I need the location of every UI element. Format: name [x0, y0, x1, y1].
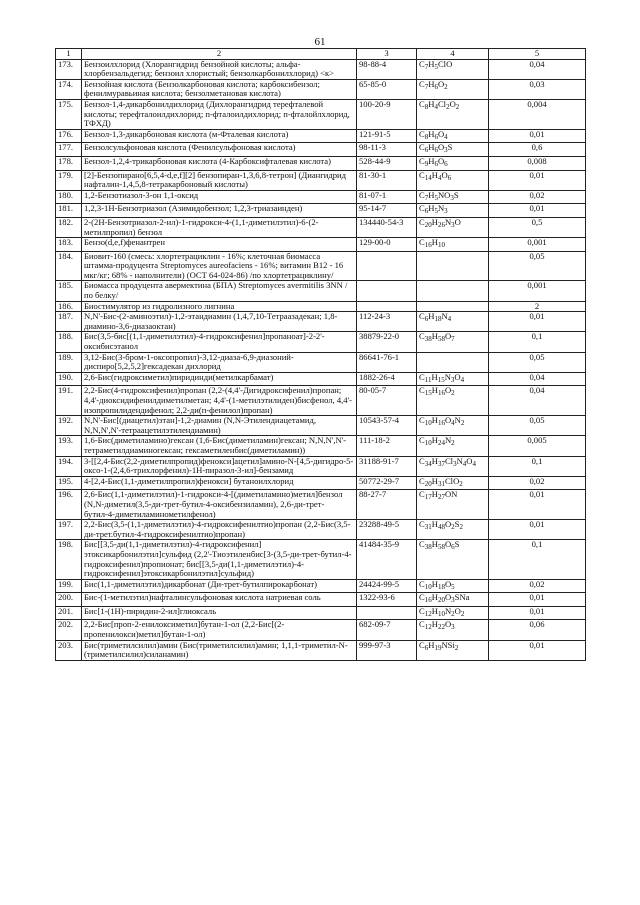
- limit-value: 0,02: [489, 579, 586, 593]
- limit-value: 0,01: [489, 129, 586, 143]
- chemical-formula: [417, 281, 489, 301]
- limit-value: 0,005: [489, 436, 586, 456]
- table-row: [56, 217, 586, 237]
- table-row: [56, 620, 586, 640]
- chemical-formula: [417, 251, 489, 281]
- chemical-formula: $C_{31}H_{48}O_2S_2$: [417, 520, 489, 540]
- limit-value: 0,6: [489, 143, 586, 157]
- cas-number: 31188-91-7: [357, 456, 417, 476]
- chemical-formula: $C_6H_5N_3$: [417, 204, 489, 218]
- table-row: [56, 456, 586, 476]
- row-number: 200.: [56, 593, 82, 607]
- substance-name: Биомасса продуцента авермектина (БПА) Streptomyces avermitilis 3NN /по белку/: [82, 281, 357, 301]
- chemical-formula: [417, 301, 489, 312]
- limit-value: 0,01: [489, 170, 586, 190]
- cas-number: [357, 301, 417, 312]
- chemical-formula: $C_7H_6O_2$: [417, 79, 489, 99]
- chemical-formula: $C_6H_{18}N_4$: [417, 312, 489, 332]
- table-header-row: [56, 49, 586, 60]
- cas-number: 1882-26-4: [357, 372, 417, 386]
- chemical-formula: $C_6H_{19}NSi_2$: [417, 640, 489, 660]
- chemical-formula: $C_{34}H_{37}Cl_3N_4O_4$: [417, 456, 489, 476]
- cas-number: 23288-49-5: [357, 520, 417, 540]
- row-number: 199.: [56, 579, 82, 593]
- chemical-formula: $C_{17}H_{27}ON$: [417, 490, 489, 520]
- row-number: 202.: [56, 620, 82, 640]
- header-col-1: 1: [56, 49, 82, 60]
- substance-name: 2,2-Бис[проп-2-енилоксиметил]бутан-1-ол (2,2-Бис[(2-пропенилокси)метил]бутан-1-ол): [82, 620, 357, 640]
- limit-value: 0,001: [489, 238, 586, 252]
- table-row: [56, 520, 586, 540]
- chemical-formula: $C_{12}H_{22}O_3$: [417, 620, 489, 640]
- table-row: [56, 251, 586, 281]
- substance-name: [2]-Бензопирано[6,5,4-d,e,f][2] бензопиран-1,3,6,8-тетрон] (Диангидрид нафталин-1,4,5,8-тетракарбоновый кислоты): [82, 170, 357, 190]
- row-number: 176.: [56, 129, 82, 143]
- table-row: [56, 352, 586, 372]
- cas-number: 95-14-7: [357, 204, 417, 218]
- substance-name: 2,2-Бис(3,5-(1,1-диметилэтил)-4-гидроксифенилтио)пропан (2,2-Бис(3,5-ди-трет.бутил-4-гидроксифенилтио)пропан): [82, 520, 357, 540]
- limit-value: 0,04: [489, 59, 586, 79]
- row-number: 201.: [56, 606, 82, 620]
- limit-value: 0,01: [489, 606, 586, 620]
- row-number: 177.: [56, 143, 82, 157]
- row-number: 195.: [56, 476, 82, 490]
- substance-name: 1,2,3-1Н-Бензотриазол (Азимидобензол; 1,2,3-триазаинден): [82, 204, 357, 218]
- row-number: 179.: [56, 170, 82, 190]
- cas-number: 65-85-0: [357, 79, 417, 99]
- limit-value: 0,01: [489, 490, 586, 520]
- limit-value: 0,04: [489, 386, 586, 416]
- row-number: 173.: [56, 59, 82, 79]
- substance-name: 2,2-Бис(4-гидроксифенил)пропан (2,2-(4,4'-Дигидроксифенил)пропан; 4,4'-диоксидифенилдиметилметан; 4,4'-(1-метилэтилиден)бисфенол, 4,4'-изопропилидендифенол; 2,2-ди(п-фенилол)пропан): [82, 386, 357, 416]
- limit-value: 0,01: [489, 204, 586, 218]
- row-number: 193.: [56, 436, 82, 456]
- substance-name: 3-[[2,4-Бис(2,2-диметилпропид)фенокси]ацетил]амино-N-[4,5-дигидро-5-оксо-1-(2,4,6-трихлорфенил)-1Н-пиразол-3-ил]-бензамид: [82, 456, 357, 476]
- chemical-formula: $C_7H_5ClO$: [417, 59, 489, 79]
- cas-number: 50772-29-7: [357, 476, 417, 490]
- row-number: 180.: [56, 190, 82, 204]
- limit-value: 0,03: [489, 79, 586, 99]
- limit-value: 0,5: [489, 217, 586, 237]
- cas-number: 100-20-9: [357, 99, 417, 129]
- limit-value: 0,1: [489, 332, 586, 352]
- substance-name: 3,12-Бис(3-бром-1-оксопропил)-3,12-диаза-6,9-диазоний-диспиро[5,2,5,2]гексадекан дихлорид: [82, 352, 357, 372]
- substance-name: Бензол-1,4-дикарбонилдихлорид (Дихлорангидрид терефталевой кислоты; терефталоилдихлорид; п-фталоилдихлорид; п-фталойлхлорид, ТФХД): [82, 99, 357, 129]
- cas-number: 88-27-7: [357, 490, 417, 520]
- header-col-5: 5: [489, 49, 586, 60]
- substance-name: Биовит-160 (смесь: хлортетрациклин - 16%; клеточная биомасса штамма-продуцента Streptomyces aureofaciens - 16%; витамин В12 - 16 мкг/кг; 68% - наполнители) (ОСТ 64-024-86) /по хлортетрациклину/: [82, 251, 357, 281]
- chemical-formula: $C_{14}H_4O_6$: [417, 170, 489, 190]
- substance-name: Бензол-1,2,4-трикарбоновая кислота (4-Карбоксифталевая кислота): [82, 156, 357, 170]
- limit-value: 0,02: [489, 190, 586, 204]
- row-number: 182.: [56, 217, 82, 237]
- substance-name: Бис(триметилсилил)амин (Бис(триметилсилил)амин; 1,1,1-триметил-N-(триметилсилил)силанамин): [82, 640, 357, 660]
- table-row: [56, 640, 586, 660]
- substance-name: Бис(1,1-диметилэтил)дикарбонат (Ди-трет-бутилпирокарбонат): [82, 579, 357, 593]
- cas-number: [357, 606, 417, 620]
- cas-number: 528-44-9: [357, 156, 417, 170]
- limit-value: 0,05: [489, 352, 586, 372]
- cas-number: 682-09-7: [357, 620, 417, 640]
- limit-value: 2: [489, 301, 586, 312]
- row-number: 198.: [56, 540, 82, 579]
- header-col-4: 4: [417, 49, 489, 60]
- cas-number: 121-91-5: [357, 129, 417, 143]
- limit-value: 0,004: [489, 99, 586, 129]
- page-number: 61: [314, 36, 326, 48]
- row-number: 187.: [56, 312, 82, 332]
- table-row: [56, 416, 586, 436]
- table-row: [56, 156, 586, 170]
- cas-number: 98-11-3: [357, 143, 417, 157]
- substance-table: [55, 48, 586, 661]
- chemical-formula: $C_{11}H_{15}N_3O_4$: [417, 372, 489, 386]
- chemical-formula: $C_{15}H_{16}O_2$: [417, 386, 489, 416]
- chemical-formula: $C_7H_5NO_3S$: [417, 190, 489, 204]
- table-body: [56, 59, 586, 660]
- table-row: [56, 490, 586, 520]
- row-number: 189.: [56, 352, 82, 372]
- substance-name: Бензол-1,3-дикарбоновая кислота (м-Фталевая кислота): [82, 129, 357, 143]
- cas-number: 1322-93-6: [357, 593, 417, 607]
- row-number: 196.: [56, 490, 82, 520]
- row-number: 185.: [56, 281, 82, 301]
- row-number: 178.: [56, 156, 82, 170]
- cas-number: 111-18-2: [357, 436, 417, 456]
- limit-value: 0,04: [489, 372, 586, 386]
- chemical-formula: $C_{20}H_{31}ClO_2$: [417, 476, 489, 490]
- substance-name: Бензоилхлорид (Хлорангидрид бензойной кислоты; альфа-хлорбензальдегид; бензоил хлористый; бензолкарбонилхлорид) <к>: [82, 59, 357, 79]
- limit-value: 0,01: [489, 640, 586, 660]
- limit-value: 0,1: [489, 456, 586, 476]
- limit-value: 0,01: [489, 593, 586, 607]
- table-row: [56, 79, 586, 99]
- chemical-formula: $C_9H_6O_6$: [417, 156, 489, 170]
- chemical-formula: $C_{38}H_{58}O_6S$: [417, 540, 489, 579]
- row-number: 181.: [56, 204, 82, 218]
- cas-number: 80-05-7: [357, 386, 417, 416]
- limit-value: 0,008: [489, 156, 586, 170]
- cas-number: 129-00-0: [357, 238, 417, 252]
- cas-number: [357, 251, 417, 281]
- cas-number: 81-07-1: [357, 190, 417, 204]
- chemical-formula: $C_{38}H_{58}O_7$: [417, 332, 489, 352]
- limit-value: 0,1: [489, 540, 586, 579]
- chemical-formula: $C_{10}H_{24}N_2$: [417, 436, 489, 456]
- limit-value: 0,01: [489, 520, 586, 540]
- cas-number: 86641-76-1: [357, 352, 417, 372]
- chemical-formula: $C_{10}H_{16}O_4N_2$: [417, 416, 489, 436]
- cas-number: 999-97-3: [357, 640, 417, 660]
- cas-number: 81-30-1: [357, 170, 417, 190]
- chemical-formula: $C_8H_6O_4$: [417, 129, 489, 143]
- limit-value: 0,001: [489, 281, 586, 301]
- limit-value: 0,01: [489, 312, 586, 332]
- substance-name: Бис[[3,5-ди(1,1-диметилэтил)-4-гидроксифенил] этоксикарбонилэтил]сульфид (2,2'-Тиоэтиленбис[3-(3,5-ди-трет-бутил-4-гидроксифенил)пропионат; бис[[3,5-ди(1,1-диметилэтил)-4-гидроксифенил]этоксикарбонилэтил]сульфид): [82, 540, 357, 579]
- table-row: [56, 238, 586, 252]
- cas-number: 38879-22-0: [357, 332, 417, 352]
- cas-number: 98-88-4: [357, 59, 417, 79]
- substance-name: 2,6-Бис(1,1-диметилэтил)-1-гидрокси-4-[(диметиламино)метил]бензол (N,N-диметил(3,5-ди-трет-бутил-4-оксибензиламин), 2,6-ди-трет-бутил-4-диметиламинометилфенол): [82, 490, 357, 520]
- limit-value: 0,02: [489, 476, 586, 490]
- substance-name: Бензойная кислота (Бензолкарбоновая кислота; карбоксибензол; фенилмуравьиная кислота; бензолметановая кислота): [82, 79, 357, 99]
- chemical-formula: $C_8H_4Cl_2O_2$: [417, 99, 489, 129]
- table-row: [56, 372, 586, 386]
- row-number: 203.: [56, 640, 82, 660]
- substance-name: N,N'-Бис[(диацетил)этан]-1,2-диамин (N,N-Этилендиацетамид, N,N,N',N'-тетраацетилэтилендиамин): [82, 416, 357, 436]
- table-row: [56, 579, 586, 593]
- substance-name: 4-[2,4-Бис(1,1-диметилпропил)фенокси] бутаноилхлорид: [82, 476, 357, 490]
- table-row: [56, 301, 586, 312]
- substance-name: Бис[1-(1Н)-пиридин-2-ил]глиоксаль: [82, 606, 357, 620]
- row-number: 191.: [56, 386, 82, 416]
- cas-number: 41484-35-9: [357, 540, 417, 579]
- limit-value: 0,05: [489, 416, 586, 436]
- row-number: 194.: [56, 456, 82, 476]
- chemical-formula: [417, 352, 489, 372]
- table-row: [56, 129, 586, 143]
- substance-name: 2,6-Бис(гидроксиметил)пиридинди(метилкарбамат): [82, 372, 357, 386]
- cas-number: 134440-54-3: [357, 217, 417, 237]
- cas-number: 112-24-3: [357, 312, 417, 332]
- table-row: [56, 386, 586, 416]
- row-number: 184.: [56, 251, 82, 281]
- chemical-formula: $C_{20}H_{26}N_3O$: [417, 217, 489, 237]
- table-row: [56, 99, 586, 129]
- substance-name: Бис(3,5-бис[(1,1-диметилэтил)-4-гидроксифенил]пропаноат]-2-2'-оксибисэтанол: [82, 332, 357, 352]
- table-row: [56, 476, 586, 490]
- row-number: 186.: [56, 301, 82, 312]
- table-row: [56, 312, 586, 332]
- cas-number: [357, 281, 417, 301]
- table-row: [56, 59, 586, 79]
- row-number: 188.: [56, 332, 82, 352]
- substance-name: Бис-(1-метилэтил)нафталинсульфоновая кислота натриевая соль: [82, 593, 357, 607]
- row-number: 192.: [56, 416, 82, 436]
- substance-name: 1,6-Бис(диметиламино)гексан (1,6-Бис(диметиламин)гексан; N,N,N',N'-тетраметилдиаминогексан; гексаметиленбис(диметиламин)): [82, 436, 357, 456]
- substance-name: Бензо(d,e,f)фенантрен: [82, 238, 357, 252]
- table-row: [56, 143, 586, 157]
- substance-name: Бензолсульфоновая кислота (Фенилсульфоновая кислота): [82, 143, 357, 157]
- header-col-2: 2: [82, 49, 357, 60]
- table-row: [56, 281, 586, 301]
- substance-name: N,N'-Бис-(2-аминоэтил)-1,2-этандиамин (1,4,7,10-Тетраазадекан; 1,8-диамино-3,6-диазаоктан): [82, 312, 357, 332]
- table-row: [56, 593, 586, 607]
- cas-number: 24424-99-5: [357, 579, 417, 593]
- table-row: [56, 204, 586, 218]
- table-row: [56, 170, 586, 190]
- substance-name: 1,2-Бензотиазол-3-он 1,1-оксид: [82, 190, 357, 204]
- row-number: 197.: [56, 520, 82, 540]
- row-number: 183.: [56, 238, 82, 252]
- chemical-formula: $C_{16}H_{10}$: [417, 238, 489, 252]
- chemical-formula: $C_{16}H_{20}O_3SNa$: [417, 593, 489, 607]
- table-row: [56, 190, 586, 204]
- row-number: 174.: [56, 79, 82, 99]
- limit-value: 0,06: [489, 620, 586, 640]
- limit-value: 0,05: [489, 251, 586, 281]
- row-number: 175.: [56, 99, 82, 129]
- table-row: [56, 606, 586, 620]
- substance-name: Биостимулятор из гидролизного лигнина: [82, 301, 357, 312]
- table-row: [56, 332, 586, 352]
- cas-number: 10543-57-4: [357, 416, 417, 436]
- chemical-formula: $C_{10}H_{18}O_5$: [417, 579, 489, 593]
- chemical-formula: $C_{12}H_{10}N_2O_2$: [417, 606, 489, 620]
- table-row: [56, 540, 586, 579]
- row-number: 190.: [56, 372, 82, 386]
- header-col-3: 3: [357, 49, 417, 60]
- chemical-formula: $C_6H_6O_3S$: [417, 143, 489, 157]
- table-row: [56, 436, 586, 456]
- substance-name: 2-(2Н-Бензотриазол-2-ил)-1-гидрокси-4-(1,1-диметилэтил)-6-(2-метилпропил) бензол: [82, 217, 357, 237]
